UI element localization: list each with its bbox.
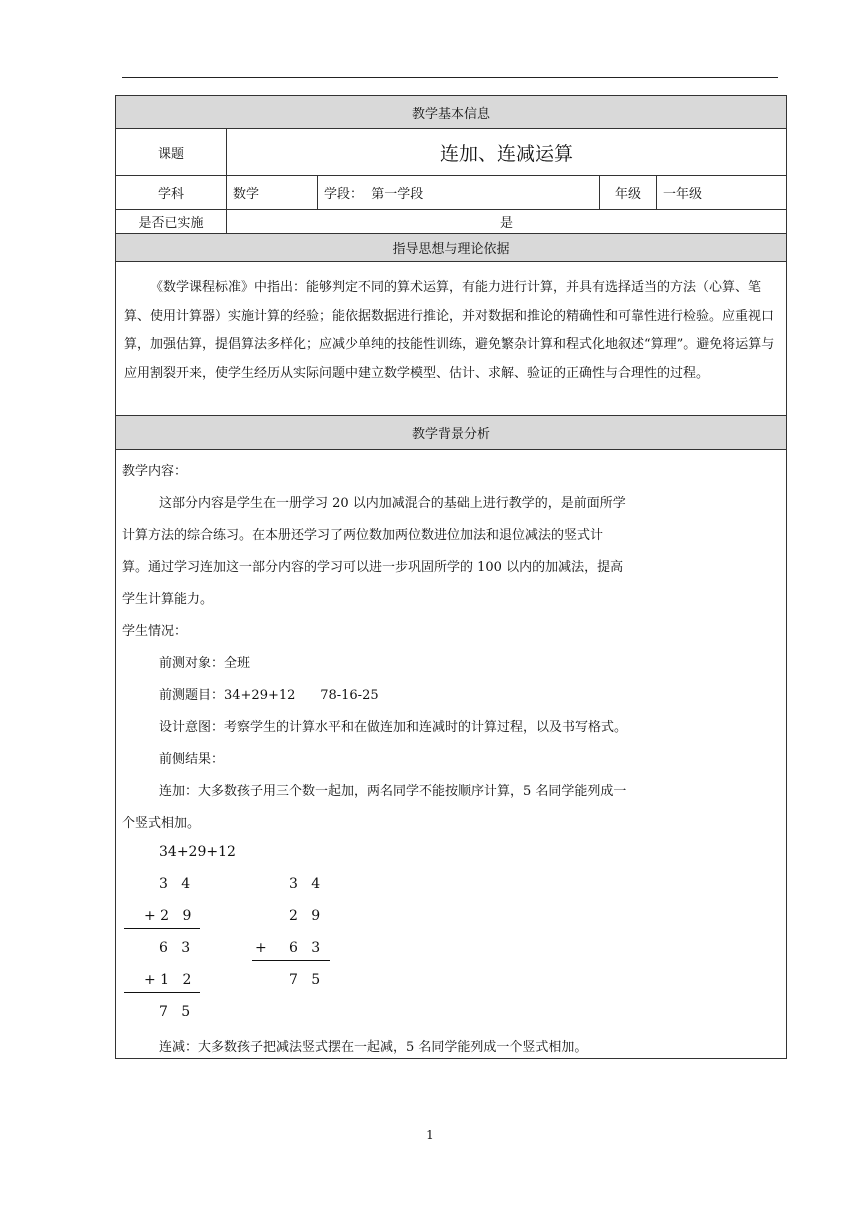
calc-a-line: 7 5 <box>159 1004 191 1020</box>
topic-label: 课题 <box>116 129 227 176</box>
implemented-value: 是 <box>227 210 787 234</box>
calc-b-line: + 6 3 <box>255 940 321 956</box>
calc-a-rule <box>124 928 200 929</box>
example-expression: 34+29+12 <box>159 844 236 860</box>
pretest-target: 前测对象：全班 <box>159 656 251 671</box>
result-label: 前侧结果： <box>159 752 225 767</box>
pretest-items: 前测题目：34+29+12 78-16-25 <box>159 688 379 703</box>
content-line: 计算方法的综合练习。在本册还学习了两位数加两位数进位加法和退位减法的竖式计 <box>122 528 604 543</box>
calc-b-line: 7 5 <box>289 972 321 988</box>
calc-b-rule <box>252 960 330 961</box>
calc-b-line: 3 4 <box>289 876 321 892</box>
stage-label: 学段： <box>324 187 364 202</box>
guidance-text: 《数学课程标准》中指出：能够判定不同的算术运算，有能力进行计算，并具有选择适当的方法（心算、笔算、使用计算器）实施计算的经验；能依据数据进行推论，并对数据和推论的精确性和可靠性进行检验。应重视口算，加强估算，提倡算法多样化；应减少单纯的技能性训练，避免繁杂计算和程式化地叙述“算理”。避免将运算与应用割裂开来，使学生经历从实际问题中建立数学模型、估计、求解、验证的正确性与合理性的过程。 <box>116 262 787 416</box>
page-number: 1 <box>426 1128 434 1142</box>
header-rule <box>122 77 778 78</box>
subtraction-line: 连减：大多数孩子把减法竖式摆在一起减，5 名同学能列成一个竖式相加。 <box>159 1040 588 1055</box>
calc-a-line: + 2 9 <box>144 908 192 924</box>
content-label: 教学内容： <box>122 464 188 479</box>
info-header: 教学基本信息 <box>116 96 787 129</box>
content-line: 学生计算能力。 <box>122 592 214 607</box>
implemented-label: 是否已实施 <box>116 210 227 234</box>
content-line: 算。通过学习连加这一部分内容的学习可以进一步巩固所学的 100 以内的加减法，提高 <box>122 560 624 575</box>
addition-line: 连加：大多数孩子用三个数一起加，两名同学不能按顺序计算，5 名同学能列成一 <box>159 784 627 799</box>
topic-value: 连加、连减运算 <box>227 129 787 176</box>
subject-value: 数学 <box>227 176 318 210</box>
stage-value: 第一学段 <box>371 187 424 202</box>
grade-value: 一年级 <box>657 176 787 210</box>
subject-label: 学科 <box>116 176 227 210</box>
guidance-header: 指导思想与理论依据 <box>116 234 787 262</box>
stage-cell <box>318 176 600 210</box>
student-label: 学生情况： <box>122 624 188 639</box>
background-header: 教学背景分析 <box>116 416 787 450</box>
content-line: 这部分内容是学生在一册学习 20 以内加减混合的基础上进行教学的，是前面所学 <box>159 496 626 511</box>
background-body <box>116 450 787 1059</box>
addition-line: 个竖式相加。 <box>122 816 201 831</box>
lesson-info-table <box>115 95 787 1059</box>
calc-b-line: 2 9 <box>289 908 321 924</box>
calc-a-line: 6 3 <box>159 940 191 956</box>
design-intent: 设计意图：考察学生的计算水平和在做连加和连减时的计算过程，以及书写格式。 <box>159 720 628 735</box>
grade-label: 年级 <box>600 176 657 210</box>
calc-a-rule <box>124 992 200 993</box>
calc-a-line: + 1 2 <box>144 972 192 988</box>
calc-a-line: 3 4 <box>159 876 191 892</box>
